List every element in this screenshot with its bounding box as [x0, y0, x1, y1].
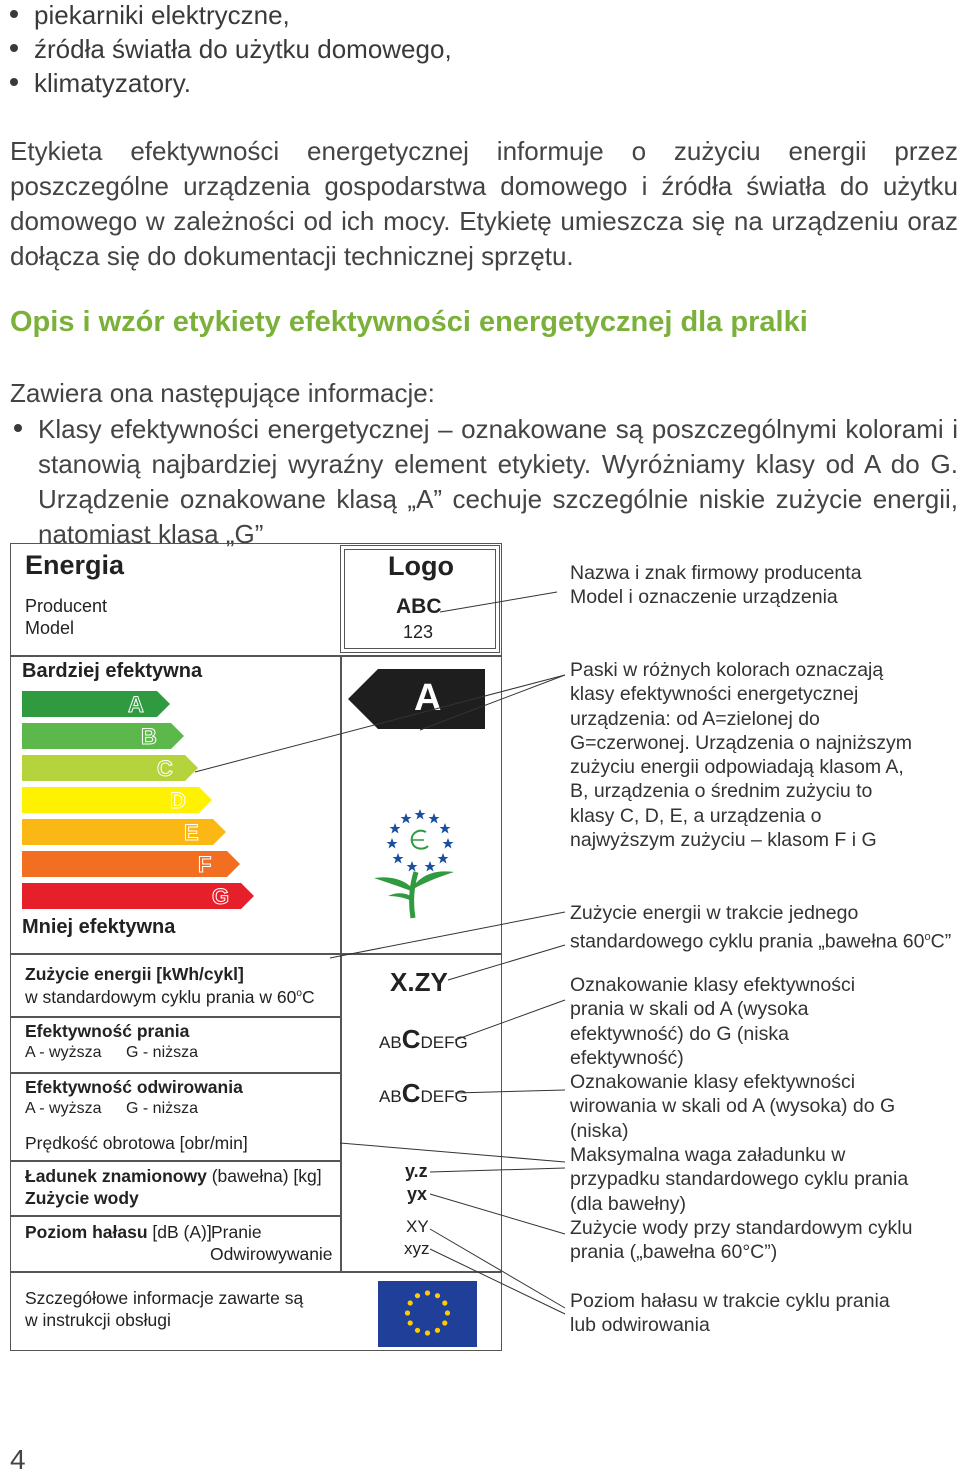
load-label: [25, 1166, 322, 1187]
scale-defg: DEFG: [420, 1087, 468, 1106]
divider: [340, 655, 342, 953]
wash-scale: [379, 1024, 468, 1055]
divider: [10, 1271, 502, 1273]
load-label-rest: (bawełna) [kg]: [206, 1166, 322, 1186]
note-wash-eff: Oznakowanie klasy efektywności prania w skali od A (wysoka efektywność) do G (niska efektywność): [570, 974, 856, 1069]
class-bar-e: [22, 819, 226, 845]
note-water: Zużycie wody przy standardowym cyklu prania („bawełna 60°C”): [570, 1217, 913, 1264]
scale-ab: AB: [379, 1033, 402, 1052]
bullet-paragraph: Klasy efektywności energetycznej – oznakowane są poszczególnymi kolorami i stanowią najbardziej wyraźny element etykiety. Wyróżniamy klasy od A do G. Urządzenie oznakowane klasą „A” cechuje szczególnie niskie zużycie energii, natomiast klasa „G”: [38, 414, 958, 549]
scale-c: C: [401, 1078, 421, 1108]
list-item-text: piekarniki elektryczne,: [34, 0, 290, 30]
divider: [10, 655, 502, 657]
class-letter-c: C: [157, 756, 173, 781]
list-item-text: klimatyzatory.: [34, 68, 191, 98]
noise-value-1: XY: [406, 1217, 429, 1236]
class-bar-b-shape: [22, 723, 184, 749]
speed-label: Prędkość obrotowa [obr/min]: [25, 1133, 248, 1153]
wash-higher: A - wyższa: [25, 1044, 102, 1061]
bullet-icon: [10, 44, 18, 52]
list-item: [10, 34, 452, 65]
spin-scale: [379, 1078, 468, 1109]
class-bar-a-shape: [22, 691, 170, 717]
note-energy-unit: C”: [930, 930, 952, 953]
label-abc: ABC: [396, 595, 442, 618]
note-producer-name: Nazwa i znak firmowy producenta: [570, 562, 862, 584]
class-bar-d: [22, 787, 212, 813]
intro-paragraph: Etykieta efektywności energetycznej informuje o zużyciu energii przez poszczególne urządzenia gospodarstwa domowego i źródła światła do użytku domowego w zależności od ich mocy. Etykietę umieszcza się na urządzeniu oraz dołącza się do dokumentacji technicznej sprzętu.: [10, 136, 958, 271]
label-producent: Producent: [25, 596, 108, 616]
spin-higher: A - wyższa: [25, 1100, 102, 1117]
rating-arrow: [348, 669, 485, 729]
water-label: Zużycie wody: [25, 1188, 139, 1208]
list-item: [10, 68, 191, 99]
class-bar-g: [22, 883, 254, 909]
label-energia: Energia: [25, 550, 125, 580]
energy-use-title: Zużycie energii [kWh/cykl]: [25, 964, 244, 984]
divider: [10, 1160, 340, 1162]
wash-lower: G - niższa: [126, 1044, 199, 1061]
divider: [340, 955, 342, 1271]
energy-value: X.ZY: [390, 967, 448, 997]
note-energy: [570, 901, 958, 954]
eu-ecolabel-flower-icon: [368, 800, 468, 925]
note-noise: Poziom hałasu w trakcie cyklu prania lub odwirowania: [570, 1290, 890, 1337]
eu-flag-icon: [378, 1281, 477, 1347]
bullet-icon: [10, 78, 18, 86]
note-producer: [570, 561, 958, 610]
class-letter-a: A: [128, 692, 144, 717]
footer-line-2: w instrukcji obsługi: [25, 1310, 171, 1330]
spin-eff-title: Efektywność odwirowania: [25, 1077, 243, 1097]
noise-label: [25, 1222, 212, 1243]
scale-ab: AB: [379, 1087, 402, 1106]
water-value: yx: [407, 1184, 428, 1204]
contains-intro: Zawiera ona następujące informacje:: [10, 378, 435, 408]
page-number: 4: [10, 1444, 26, 1475]
label-logo: Logo: [388, 551, 454, 581]
label-bardziej: Bardziej efektywna: [22, 660, 203, 682]
list-item: [10, 0, 290, 31]
class-letter-f: F: [198, 852, 212, 877]
section-heading: Opis i wzór etykiety efektywności energetycznej dla pralki: [10, 306, 808, 338]
noise-pranie: Pranie: [211, 1222, 262, 1242]
scale-c: C: [401, 1024, 421, 1054]
degree-sup: o: [924, 931, 931, 944]
energy-use-sub: [25, 987, 315, 1008]
noise-odwirowywanie: Odwirowywanie: [210, 1244, 333, 1264]
noise-label-bold: Poziom hałasu: [25, 1222, 148, 1242]
noise-label-rest: [dB (A)]: [147, 1222, 212, 1242]
energy-use-sub-text: w standardowym cyklu prania w 60: [25, 987, 297, 1007]
divider: [10, 1016, 340, 1018]
scale-defg: DEFG: [420, 1033, 468, 1052]
class-bar-c: [22, 755, 198, 781]
bullet-icon: [14, 424, 22, 432]
class-letter-b: B: [141, 724, 157, 749]
note-load: Maksymalna waga załadunku w przypadku standardowego cyklu prania (dla bawełny): [570, 1144, 909, 1215]
wash-eff-title: Efektywność prania: [25, 1021, 190, 1041]
label-mniej: Mniej efektywna: [22, 916, 176, 938]
class-bar-a: [22, 691, 170, 717]
divider: [10, 953, 502, 955]
class-letter-g: G: [212, 884, 230, 909]
note-spin-eff: Oznakowanie klasy efektywności wirowania w skali od A (wysoka) do G (niska): [570, 1071, 896, 1142]
note-model: Model i oznaczenie urządzenia: [570, 586, 838, 609]
spin-lower: G - niższa: [126, 1100, 199, 1117]
degree-sup: o: [296, 988, 302, 1000]
load-label-bold: Ładunek znamionowy: [25, 1166, 207, 1186]
noise-value-2: xyz: [404, 1239, 430, 1258]
class-bar-f: [22, 851, 240, 877]
divider: [10, 1072, 340, 1074]
class-bar-b: [22, 723, 184, 749]
note-energy-text: Zużycie energii w trakcie jednego standardowego cyklu prania „bawełna 60: [570, 902, 925, 953]
footer-line-1: Szczegółowe informacje zawarte są: [25, 1288, 304, 1308]
class-letter-e: E: [184, 820, 199, 845]
class-letter-d: D: [170, 788, 186, 813]
energy-use-unit: C: [301, 987, 315, 1007]
list-item-text: źródła światła do użytku domowego,: [34, 34, 452, 64]
divider: [10, 1215, 340, 1217]
rating-letter: A: [414, 677, 442, 719]
load-value: y.z: [405, 1161, 428, 1181]
bullet-icon: [10, 10, 18, 18]
note-classes: Paski w różnych kolorach oznaczają klasy efektywności energetycznej urządzenia: od A=zielonej do G=czerwonej. Urządzenia o najniższym zużyciu energii odpowiadają klasom A, B, urządzenia o średnim zużyciu to klasy C, D, E, a urządzenia o najwyższym zużyciu – klasom F i G: [570, 659, 912, 852]
label-model: Model: [25, 618, 75, 638]
label-number: 123: [403, 622, 434, 642]
